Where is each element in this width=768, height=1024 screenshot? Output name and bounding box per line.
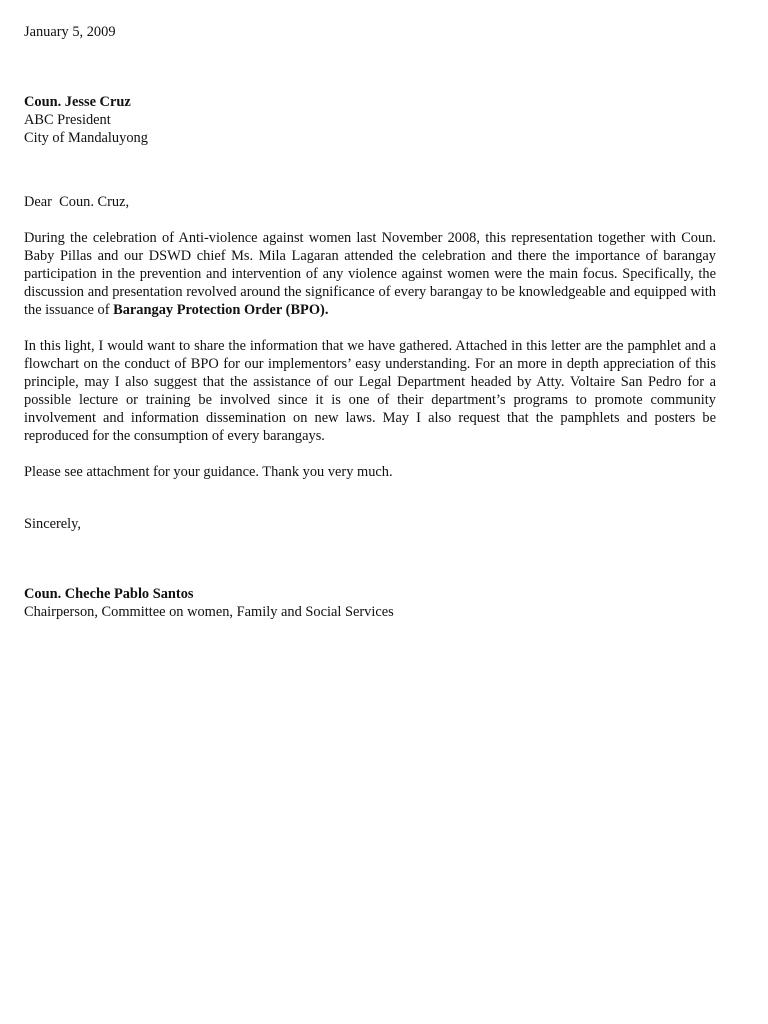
- body-paragraph-2: In this light, I would want to share the information that we have gathered. Attached in this letter are the pamphlet and a flowchart on the conduct of BPO for our implementors’ easy understanding. For an more in depth appreciation of this principle, may I also suggest that the assistance of our Legal Department headed by Atty. Voltaire San Pedro for a possible lecture or training be involved since it is one of their department’s programs to promote community involvement and information dissemination on new laws. May I also request that the pamphlets and posters be reproduced for the consumption of every barangays.: [24, 338, 716, 444]
- letter-date: January 5, 2009: [24, 24, 116, 40]
- body-paragraph-1: [24, 229, 716, 319]
- signature-block: [24, 585, 716, 621]
- sender-name: Coun. Cheche Pablo Santos: [24, 586, 194, 602]
- sender-title: Chairperson, Committee on women, Family and Social Services: [24, 604, 394, 620]
- recipient-name: Coun. Jesse Cruz: [24, 94, 131, 110]
- bpo-emphasis: Barangay Protection Order (BPO).: [113, 302, 329, 318]
- letter-page: [24, 23, 716, 621]
- closing: Sincerely,: [24, 516, 82, 532]
- body-paragraph-3: Please see attachment for your guidance. Thank you very much.: [24, 464, 393, 480]
- paragraph-1-text: During the celebration of Anti-violence against women last November 2008, this representation together with Coun. Baby Pillas and our DSWD chief Ms. Mila Lagaran attended the celebration and there the importance of barangay participation in the prevention and intervention of any violence against women were the main focus. Specifically, the discussion and presentation revolved around the significance of every barangay to be knowledgeable and equipped with the issuance of: [24, 230, 716, 318]
- recipient-block: [24, 93, 716, 147]
- recipient-location: City of Mandaluyong: [24, 130, 148, 146]
- recipient-title: ABC President: [24, 112, 111, 128]
- salutation: Dear Coun. Cruz,: [24, 194, 130, 210]
